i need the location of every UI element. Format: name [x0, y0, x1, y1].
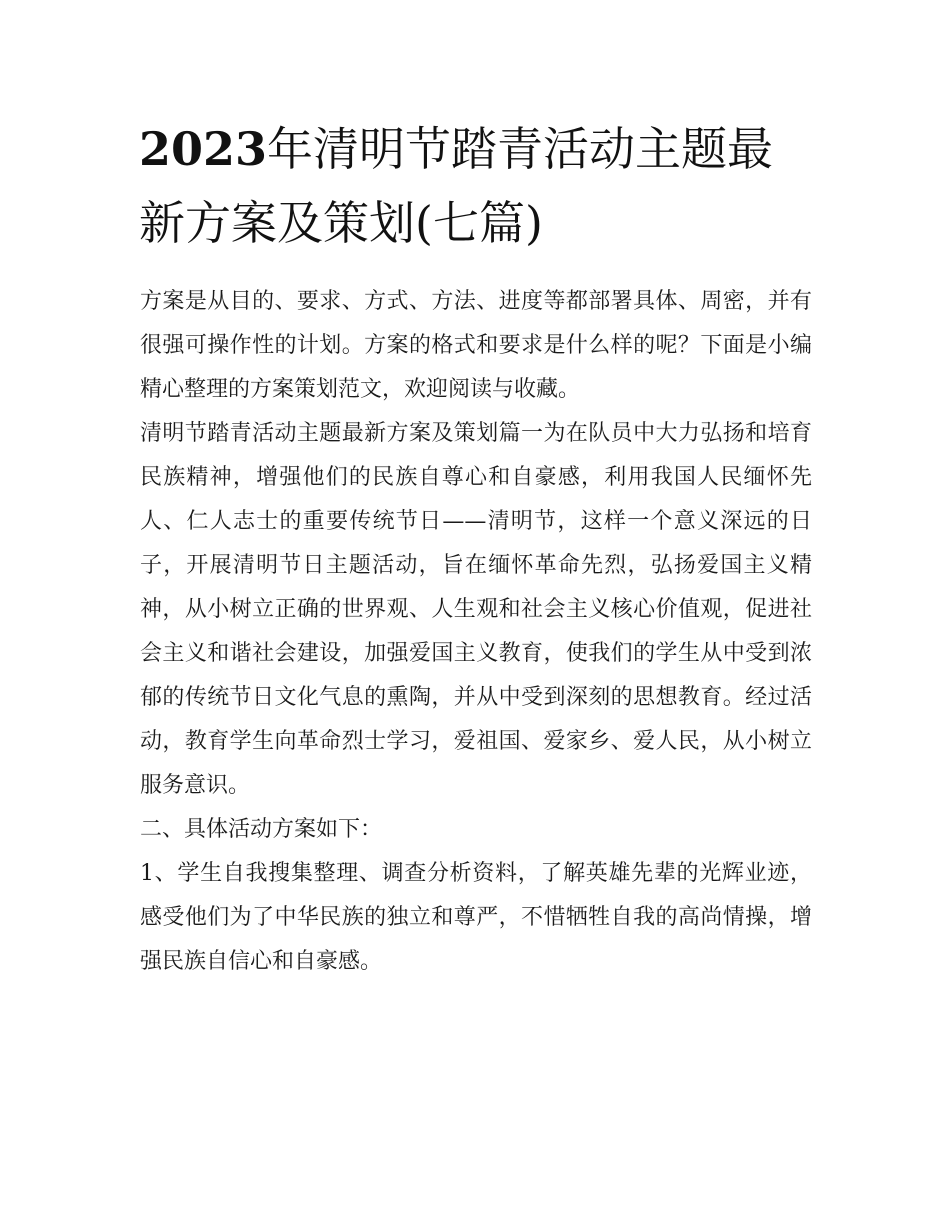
list-item: 1、学生自我搜集整理、调查分析资料，了解英雄先辈的光辉业迹，感受他们为了中华民族的独立和尊严，不惜牺牲自我的高尚情操，增强民族自信心和自豪感。 — [140, 861, 812, 974]
title-year: 2023 — [139, 122, 268, 176]
intro-paragraph: 方案是从目的、要求、方式、方法、进度等都部署具体、周密，并有很强可操作性的计划。方案的格式和要求是什么样的呢？下面是小编精心整理的方案策划范文，欢迎阅读与收藏。 — [140, 289, 812, 402]
section-heading: 二、具体活动方案如下： — [140, 817, 383, 842]
chapter-one-paragraph: 清明节踏青活动主题最新方案及策划篇一为在队员中大力弘扬和培育民族精神，增强他们的民族自尊心和自豪感，利用我国人民缅怀先人、仁人志士的重要传统节日——清明节，这样一个意义深远的日子，开展清明节日主题活动，旨在缅怀革命先烈，弘扬爱国主义精神，从小树立正确的世界观、人生观和社会主义核心价值观，促进社会主义和谐社会建设，加强爱国主义教育，使我们的学生从中受到浓郁的传统节日文化气息的熏陶，并从中受到深刻的思想教育。经过活动，教育学生向革命烈士学习，爱祖国、爱家乡、爱人民，从小树立服务意识。 — [140, 421, 812, 798]
document-title — [139, 112, 819, 260]
document-body — [140, 280, 812, 984]
title-text: 年清明节踏青活动主题最新方案及策划(七篇) — [139, 122, 774, 250]
